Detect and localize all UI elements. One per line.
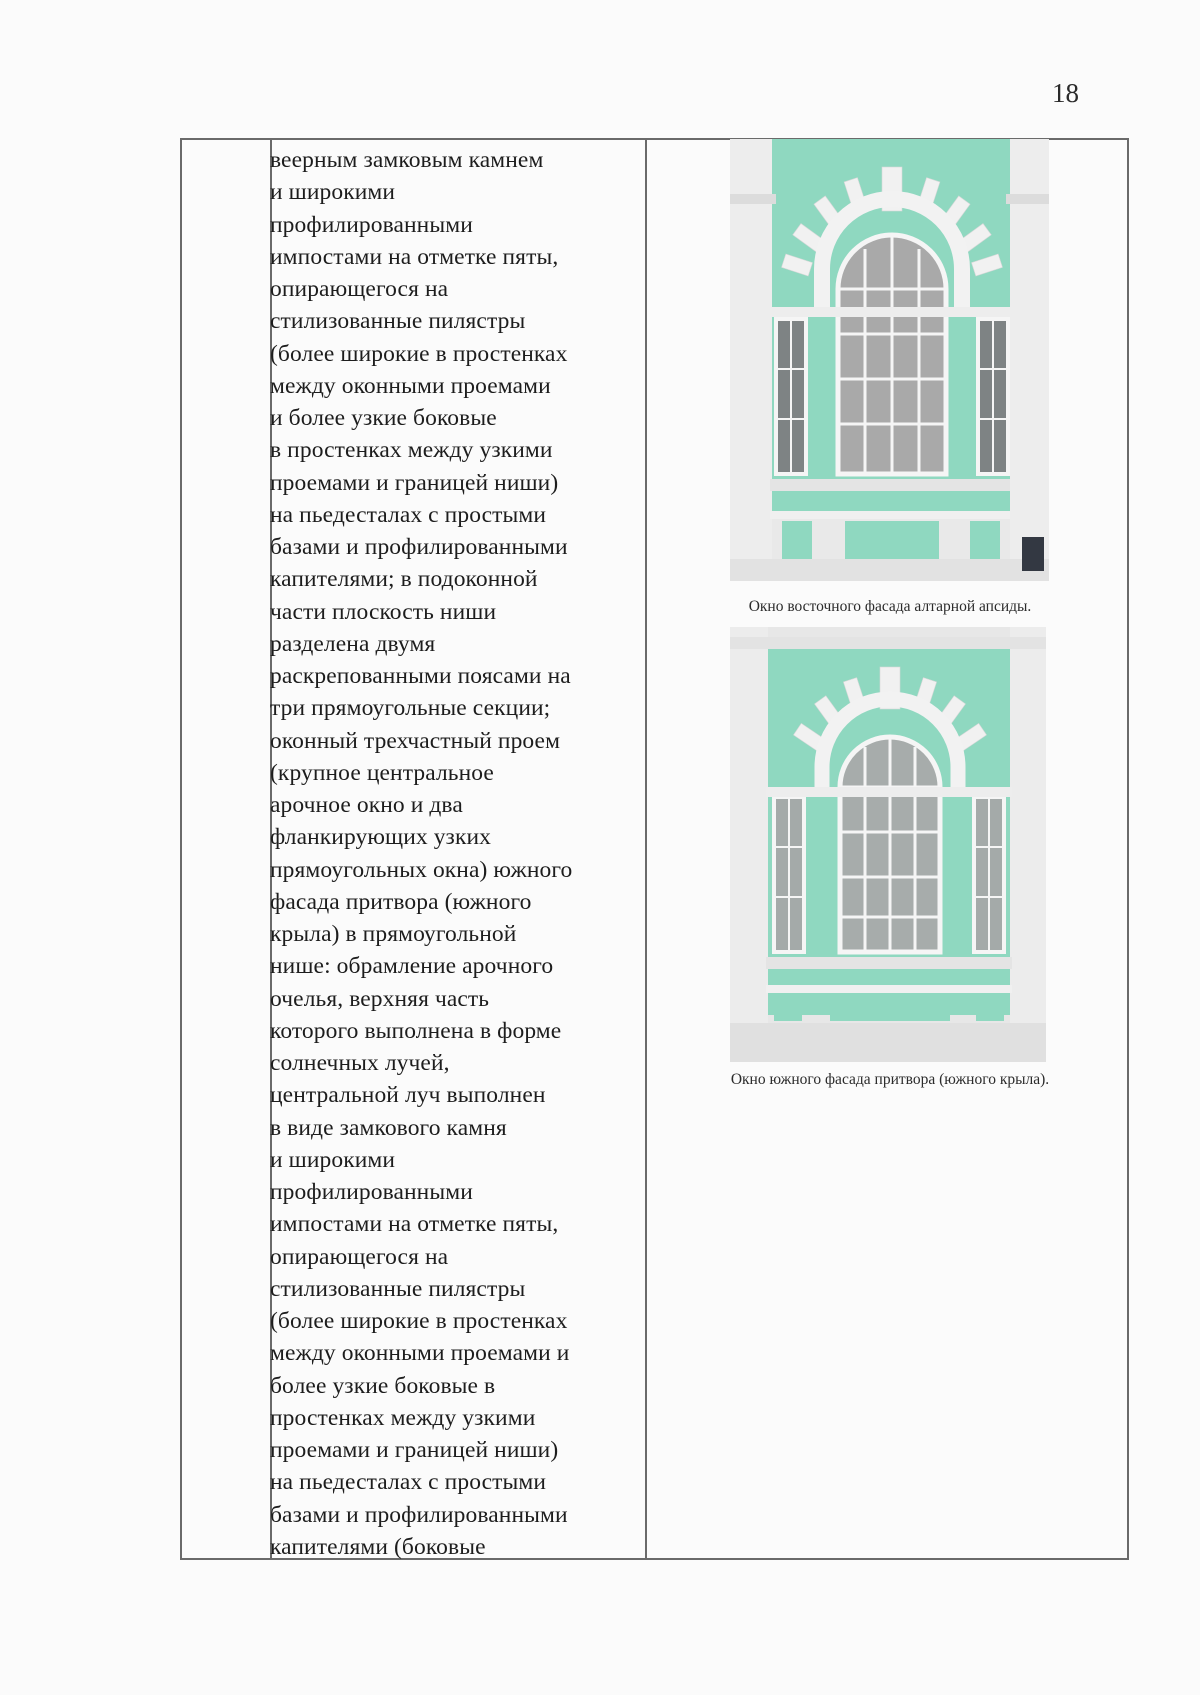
text-line: импостами на отметке пяты,: [270, 243, 559, 270]
text-line: оконный трехчастный проем: [270, 727, 561, 754]
text-line: три прямоугольные секции;: [270, 695, 551, 722]
text-line: проемами и границей ниши): [270, 469, 559, 496]
photo-caption: Окно восточного фасада алтарной апсиды.: [748, 598, 1032, 615]
text-line: простенках между узкими: [270, 1404, 536, 1431]
text-line: прямоугольных окна) южного: [270, 856, 573, 883]
text-line: импостами на отметке пяты,: [270, 1211, 559, 1238]
text-line: арочное окно и два: [270, 792, 463, 818]
text-line: очелья, верхняя часть: [270, 985, 490, 1012]
photo-east-facade-window: [730, 139, 1049, 581]
text-line: между оконными проемами: [270, 372, 551, 399]
text-line: части плоскость ниши: [270, 598, 497, 625]
text-line: в виде замкового камня: [270, 1114, 507, 1141]
text-line: на пьедесталах с простыми: [270, 501, 547, 528]
text-line: солнечных лучей,: [270, 1050, 450, 1076]
text-line: профилированными: [270, 211, 473, 238]
text-line: между оконными проемами и: [270, 1340, 570, 1367]
text-line: (более широкие в простенках: [270, 1308, 568, 1334]
text-line: профилированными: [270, 1179, 473, 1205]
text-line: крыла) в прямоугольной: [270, 921, 517, 947]
text-line: и более узкие боковые: [270, 405, 497, 431]
text-line: капителями (боковые: [270, 1533, 486, 1560]
text-line: базами и профилированными: [270, 1501, 568, 1528]
text-line: (крупное центральное: [270, 759, 494, 786]
text-line: фасада притвора (южного: [270, 888, 532, 915]
text-line: раскрепованными поясами на: [270, 663, 571, 689]
text-line: веерным замковым камнем: [270, 147, 544, 173]
text-line: и широкими: [270, 179, 396, 206]
text-line: (более широкие в простенках: [270, 340, 568, 367]
text-line: проемами и границей ниши): [270, 1437, 559, 1463]
description-cell: [270, 144, 640, 1563]
text-line: стилизованные пилястры: [270, 308, 526, 335]
photo-caption: Окно южного фасада притвора (южного крыла).: [730, 1071, 1050, 1088]
text-line: стилизованные пилястры: [270, 1275, 526, 1302]
text-line: центральной луч выполнен: [270, 1082, 546, 1109]
text-line: которого выполнена в форме: [270, 1017, 562, 1044]
text-line: капителями; в подоконной: [270, 566, 538, 593]
column-divider: [645, 140, 647, 1558]
photo-south-facade-window: [730, 627, 1046, 1062]
text-line: и широкими: [270, 1146, 396, 1173]
text-line: в простенках между узкими: [270, 437, 553, 464]
text-line: нише: обрамление арочного: [270, 953, 554, 980]
text-line: базами и профилированными: [270, 534, 568, 560]
text-line: опирающегося на: [270, 1243, 449, 1270]
text-line: более узкие боковые в: [270, 1372, 496, 1399]
text-line: фланкирующих узких: [270, 824, 491, 851]
text-line: разделена двумя: [270, 630, 436, 657]
page-number: 18: [1052, 78, 1079, 108]
text-line: на пьедесталах с простыми: [270, 1469, 547, 1496]
text-line: опирающегося на: [270, 276, 449, 302]
